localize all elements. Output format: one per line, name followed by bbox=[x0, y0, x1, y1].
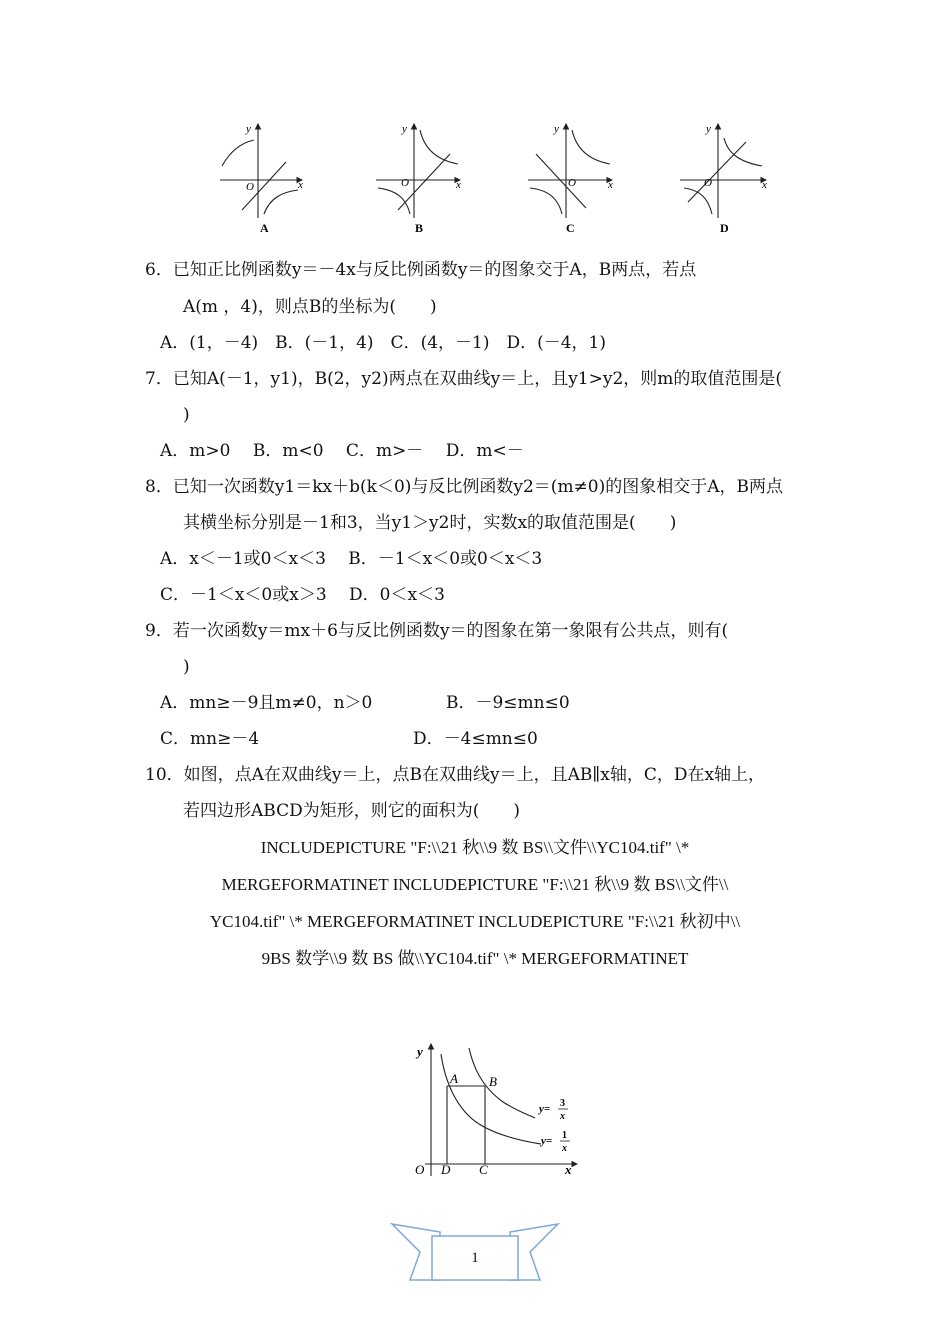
q7-line2: ) bbox=[183, 405, 190, 425]
graph-b-label: B bbox=[415, 221, 424, 235]
graph-c bbox=[528, 124, 612, 218]
graph-a-y: y bbox=[246, 123, 251, 135]
q7-line1: 7．已知A(－1，y1)，B(2，y2)两点在双曲线y＝上，且y1>y2，则m的取值范围是( bbox=[145, 369, 783, 389]
include-field-line2: MERGEFORMATINET INCLUDEPICTURE "F:\\21 秋\\9 数 BS\\文件\\ bbox=[221, 875, 729, 894]
graph-a-o: O bbox=[246, 181, 254, 193]
point-d: D bbox=[441, 1162, 451, 1177]
page-number: 1 bbox=[471, 1250, 479, 1266]
graph-a bbox=[220, 124, 302, 218]
point-b: B bbox=[489, 1074, 497, 1089]
curve1-num: 3 bbox=[560, 1098, 565, 1109]
q8-options-row2: C．－1＜x＜0或x＞3 D．0＜x＜3 bbox=[160, 585, 445, 605]
graph-c-y: y bbox=[554, 123, 559, 135]
graph-b bbox=[376, 124, 460, 218]
curve2-den: x bbox=[562, 1143, 567, 1154]
q8-line1: 8．已知一次函数y1＝kx＋b(k＜0)与反比例函数y2＝(m≠0)的图象相交于A，B两点 bbox=[145, 477, 784, 497]
include-field-line3: YC104.tif" \* MERGEFORMATINET INCLUDEPICTURE "F:\\21 秋初中\\ bbox=[209, 912, 741, 931]
point-c: C bbox=[479, 1162, 488, 1177]
q9-line1: 9．若一次函数y＝mx＋6与反比例函数y＝的图象在第一象限有公共点，则有( bbox=[145, 621, 729, 641]
q8-line2: 其横坐标分别是－1和3，当y1＞y2时，实数x的取值范围是( ) bbox=[183, 513, 677, 533]
q10-line2: 若四边形ABCD为矩形，则它的面积为( ) bbox=[183, 801, 520, 821]
q9-option-a: A．mn≥－9且m≠0，n＞0 bbox=[160, 693, 373, 713]
fig10-origin: O bbox=[415, 1162, 425, 1177]
q8-options-row1: A．x＜－1或0＜x＜3 B．－1＜x＜0或0＜x＜3 bbox=[160, 549, 543, 569]
curve2-num: 1 bbox=[562, 1130, 567, 1141]
fig10-x-label: x bbox=[565, 1162, 572, 1177]
q6-line1: 6．已知正比例函数y＝－4x与反比例函数y＝的图象交于A，B两点，若点 bbox=[145, 260, 697, 280]
graph-a-label: A bbox=[260, 221, 269, 235]
graph-b-x: x bbox=[456, 179, 461, 191]
graph-c-x: x bbox=[608, 179, 613, 191]
graph-b-o: O bbox=[401, 177, 409, 189]
curve2-lhs: y= bbox=[541, 1135, 553, 1147]
curve-1-over-x bbox=[441, 1054, 541, 1144]
graph-d-y: y bbox=[706, 123, 711, 135]
graph-b-y: y bbox=[402, 123, 407, 135]
curve1-lhs: y= bbox=[539, 1103, 551, 1115]
point-a: A bbox=[450, 1071, 458, 1086]
q9-option-d: D．－4≤mn≤0 bbox=[413, 729, 538, 749]
option-graphs bbox=[210, 118, 790, 240]
graph-d-o: O bbox=[704, 177, 712, 189]
q9-option-b: B．－9≤mn≤0 bbox=[446, 693, 570, 713]
curve1-den: x bbox=[560, 1111, 565, 1122]
q7-options: A．m>0 B．m<0 C．m>－ D．m<－ bbox=[160, 441, 524, 461]
graph-d bbox=[680, 124, 766, 218]
figure-q10 bbox=[405, 1040, 585, 1180]
graph-d-label: D bbox=[720, 221, 729, 235]
graph-c-o: O bbox=[568, 177, 576, 189]
graph-d-x: x bbox=[762, 179, 767, 191]
q9-option-c: C．mn≥－4 bbox=[160, 729, 260, 749]
q10-line1: 10．如图，点A在双曲线y＝上，点B在双曲线y＝上，且AB∥x轴，C，D在x轴上， bbox=[145, 765, 766, 785]
graph-a-x: x bbox=[298, 179, 303, 191]
include-field-line4: 9BS 数学\\9 数 BS 做\\YC104.tif" \* MERGEFORMATINET bbox=[261, 949, 689, 968]
graph-c-label: C bbox=[566, 221, 575, 235]
q6-options: A．(1，－4) B．(－1，4) C．(4，－1) D．(－4，1) bbox=[160, 333, 606, 353]
q6-line2: A(m ，4)，则点B的坐标为( ) bbox=[183, 297, 437, 317]
q9-line2: ) bbox=[183, 657, 190, 677]
include-field-line1: INCLUDEPICTURE "F:\\21 秋\\9 数 BS\\文件\\YC104.tif" \* bbox=[260, 838, 690, 857]
curve-3-over-x bbox=[469, 1048, 535, 1118]
fig10-y-label: y bbox=[417, 1044, 423, 1059]
